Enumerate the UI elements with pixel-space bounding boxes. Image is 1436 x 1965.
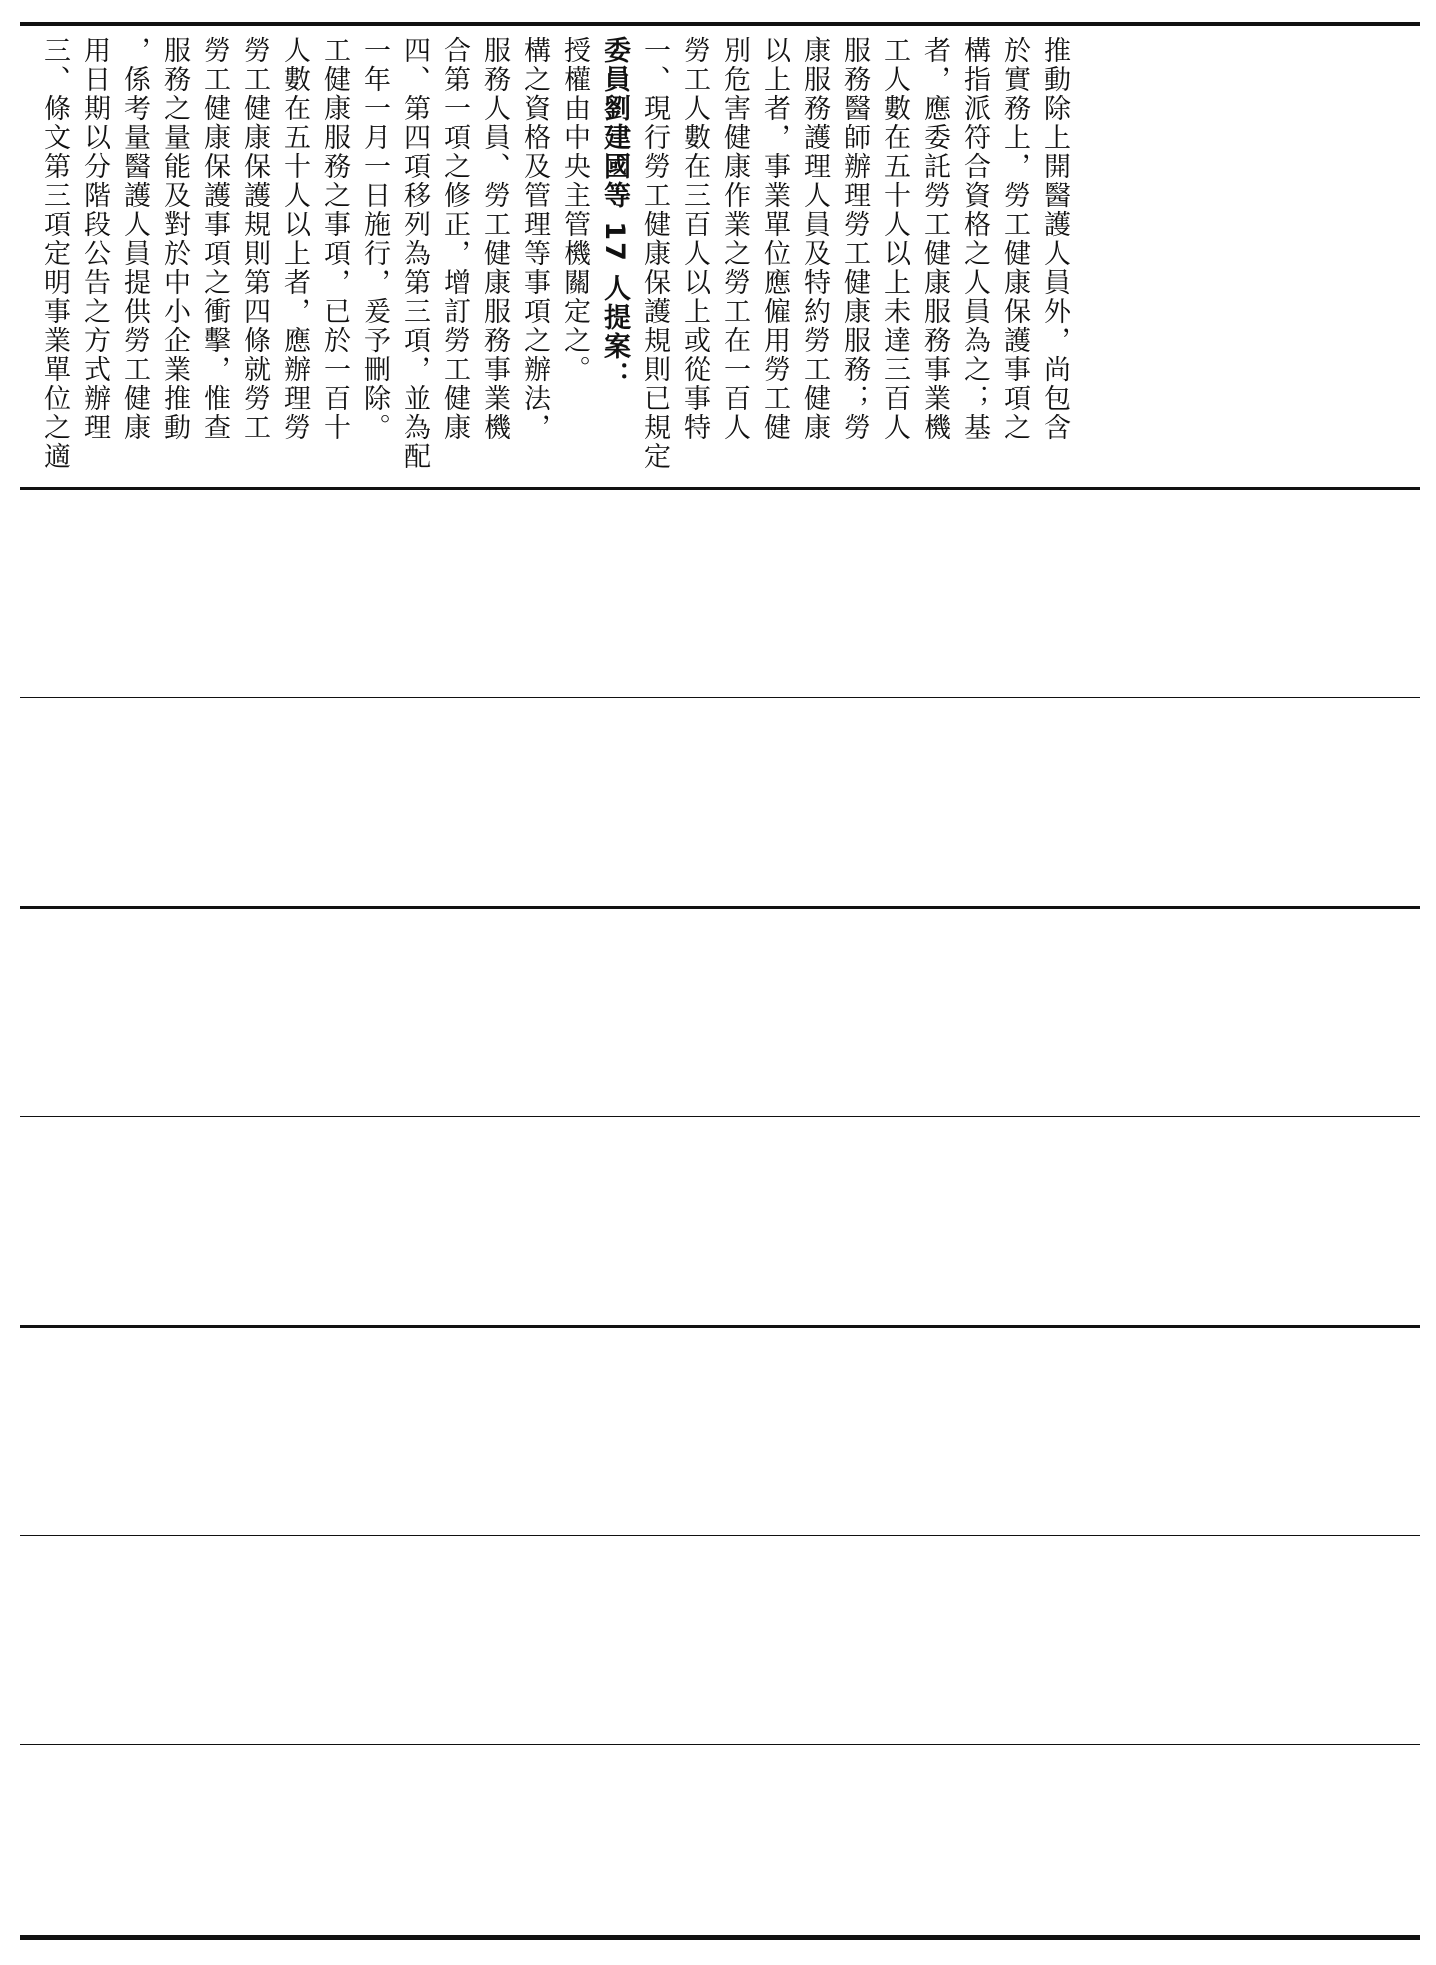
text-column: 於實務上，勞工健康保護事項之 — [999, 36, 1030, 442]
section-divider — [20, 1744, 1420, 1745]
text-column: 四、第四項移列為第三項，並為配 — [399, 36, 430, 471]
section-divider — [20, 1325, 1420, 1328]
text-column: 服務人員、勞工健康服務事業機 — [479, 36, 510, 442]
text-column: 別危害健康作業之勞工在一百人 — [719, 36, 750, 442]
section-divider — [20, 1116, 1420, 1117]
text-column: 一年一月一日施行，爰予刪除。 — [359, 36, 390, 442]
text-column: 用日期以分階段公告之方式辦理 — [79, 36, 110, 442]
text-column: 康服務護理人員及特約勞工健康 — [799, 36, 830, 442]
text-column: 人數在五十人以上者，應辦理勞 — [279, 36, 310, 442]
text-column: 工健康服務之事項，已於一百十 — [319, 36, 350, 442]
text-column: 合第一項之修正，增訂勞工健康 — [439, 36, 470, 442]
section-divider — [20, 487, 1420, 490]
text-column: 構之資格及管理等事項之辦法， — [519, 36, 550, 442]
text-column: 勞工人數在三百人以上或從事特 — [679, 36, 710, 442]
text-column: 者，應委託勞工健康服務事業機 — [919, 36, 950, 442]
text-column: ，係考量醫護人員提供勞工健康 — [119, 36, 150, 442]
text-column: 一、現行勞工健康保護規則已規定 — [639, 36, 670, 471]
text-column: 工人數在五十人以上未達三百人 — [879, 36, 910, 442]
text-column: 構指派符合資格之人員為之；基 — [959, 36, 990, 442]
section-divider — [20, 697, 1420, 698]
section-divider — [20, 1535, 1420, 1536]
bottom-border-line — [20, 1935, 1420, 1940]
text-column: 以上者，事業單位應僱用勞工健 — [759, 36, 790, 442]
text-column: 服務醫師辦理勞工健康服務；勞 — [839, 36, 870, 442]
section-divider — [20, 906, 1420, 909]
text-column: 授權由中央主管機關定之。 — [559, 36, 590, 384]
text-column: 服務之量能及對於中小企業推動 — [159, 36, 190, 442]
text-column: 勞工健康保護事項之衝擊，惟查 — [199, 36, 230, 442]
text-column: 推動除上開醫護人員外，尚包含 — [1039, 36, 1070, 442]
top-border-line — [20, 22, 1420, 26]
text-column: 勞工健康保護規則第四條就勞工 — [239, 36, 270, 442]
vertical-text-block — [34, 36, 1414, 476]
proposal-heading: 委員劉建國等 17 人提案： — [599, 36, 630, 391]
text-column: 三、條文第三項定明事業單位之適 — [39, 36, 70, 471]
